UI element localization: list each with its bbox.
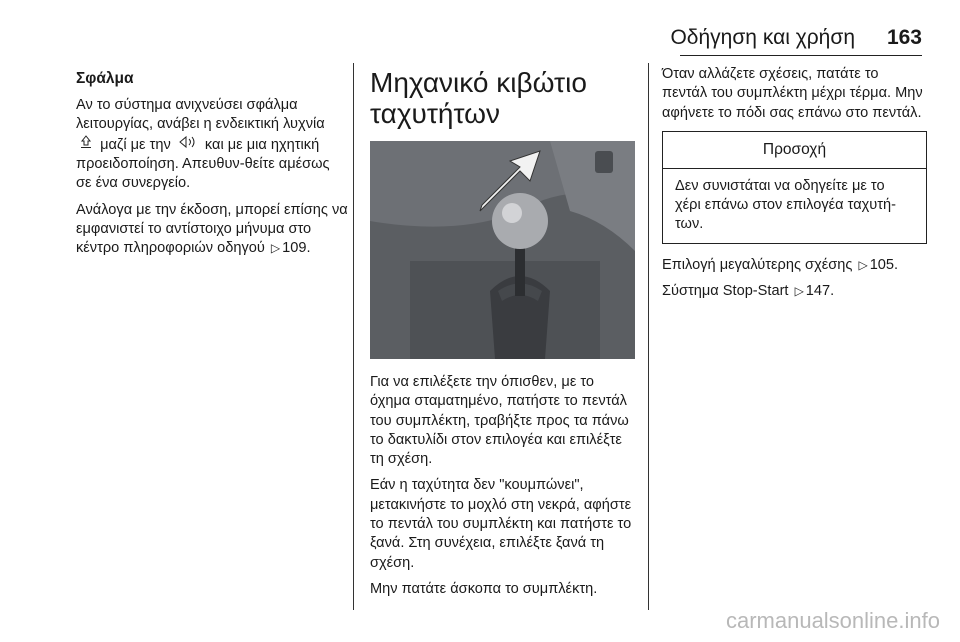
- header-title: Οδήγηση και χρήση: [670, 26, 855, 49]
- page-header: [0, 26, 960, 56]
- reference-text-2: Σύστημα Stop-Start: [662, 283, 789, 300]
- page-reference[interactable]: 105.: [869, 256, 899, 273]
- fault-paragraph-2: [76, 201, 348, 259]
- right-column: [662, 60, 927, 308]
- column-divider-1: [353, 63, 354, 610]
- reference-text-1: Επιλογή μεγαλύτερης σχέσης: [662, 256, 853, 273]
- middle-column: [370, 60, 635, 606]
- fault-heading: Σφάλμα: [76, 70, 134, 87]
- warning-chime-icon: [178, 135, 198, 155]
- reference-line-2: [662, 282, 927, 301]
- left-column: [76, 60, 348, 265]
- section-title: Μηχανικό κιβώτιο ταχυτήτων: [370, 67, 587, 129]
- warning-lamp-icon: [79, 135, 93, 155]
- gearshift-illustration: [370, 141, 635, 359]
- page-reference[interactable]: 109.: [282, 240, 311, 257]
- caution-box: [662, 131, 927, 244]
- gear-engage-paragraph: Εάν η ταχύτητα δεν "κουμπώνει", μετακινήστε το μοχλό στη νεκρά, αφήστε το πεντάλ του συμπλέκτη και πατήστε το ξανά. Στη συνέχεια, επιλέξτε ξανά τη σχέση.: [370, 477, 632, 571]
- page-reference-arrow-icon: ▷: [858, 257, 868, 272]
- reverse-paragraph: Για να επιλέξετε την όπισθεν, με το όχημα σταματημένο, πατήστε το πεντάλ του συμπλέκτη, τραβήξτε προς τα πάνω το δακτυλίδι στον επιλογέα και επιλέξτε τη σχέση.: [370, 374, 629, 468]
- clutch-paragraph: Μην πατάτε άσκοπα το συμπλέκτη.: [370, 580, 598, 597]
- fault-text-d: Ανάλογα με την έκδοση, μπορεί επίσης να εμφανιστεί το αντίστοιχο μήνυμα στο κέντρο πληροφοριών οδηγού: [76, 201, 348, 257]
- page-number: 163: [886, 26, 922, 49]
- page-reference[interactable]: 147.: [805, 283, 835, 300]
- page-reference-arrow-icon: ▷: [794, 284, 804, 299]
- caution-body: Δεν συνιστάται να οδηγείτε με το χέρι επάνω στον επιλογέα ταχυτή-των.: [675, 177, 897, 233]
- fault-text-a: Αν το σύστημα ανιχνεύσει σφάλμα λειτουργίας, ανάβει η ενδεικτική λυχνία: [76, 97, 325, 133]
- watermark: carmanualsonline.info: [725, 608, 940, 633]
- page-reference-arrow-icon: ▷: [270, 241, 281, 256]
- shift-paragraph: Όταν αλλάζετε σχέσεις, πατάτε το πεντάλ του συμπλέκτη μέχρι τέρμα. Μην αφήνετε το πόδι σας επάνω στο πεντάλ.: [662, 66, 923, 121]
- reference-line-1: [662, 256, 927, 275]
- fault-text-b: μαζί με την: [100, 136, 171, 153]
- fault-text-c: και με μια ηχητική προειδοποίηση. Απευθυν-θείτε αμέσως σε ένα συνεργείο.: [76, 136, 330, 192]
- fault-paragraph-1: [76, 96, 348, 194]
- column-divider-2: [648, 63, 649, 610]
- caution-title: Προσοχή: [663, 132, 926, 169]
- header-rule: [680, 55, 922, 56]
